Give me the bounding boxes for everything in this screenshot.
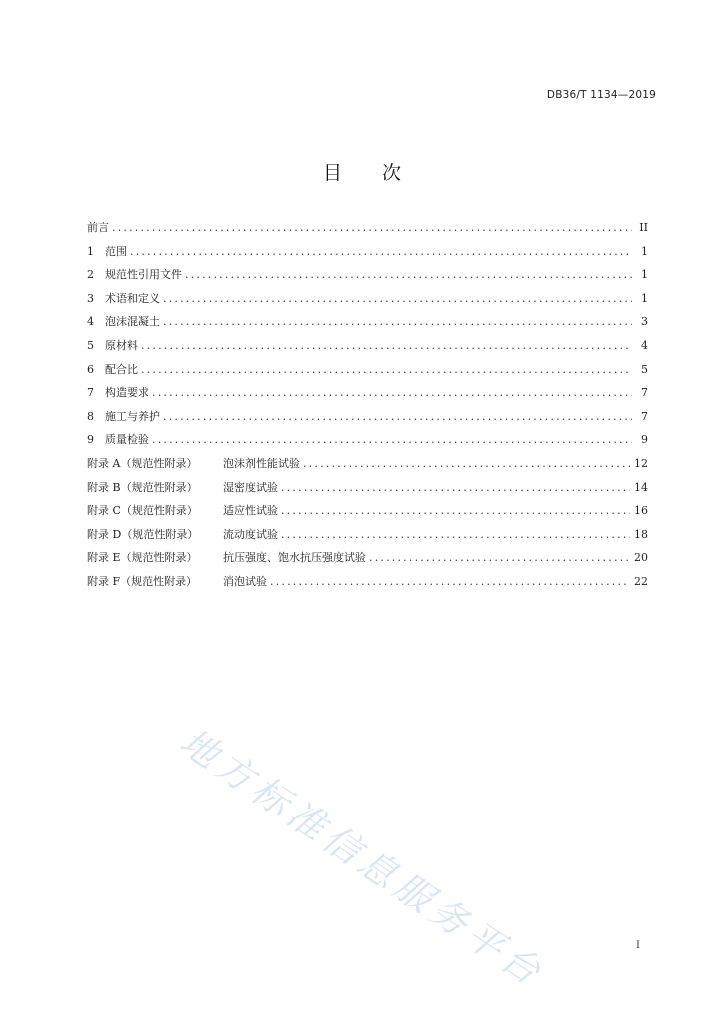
toc-appendix-prefix: 附录 E（规范性附录）	[87, 551, 198, 565]
toc-entry-9[interactable]	[87, 428, 648, 452]
toc-entry-page: 22	[634, 574, 648, 588]
toc-appendix-prefix: 附录 F（规范性附录）	[87, 574, 198, 588]
document-code: DB36/T 1134—2019	[546, 89, 656, 101]
toc-entry-label: 前言	[87, 221, 109, 234]
toc-entry-page: II	[639, 221, 648, 234]
page-title: 目次	[322, 162, 441, 184]
toc-entry-label: 施工与养护	[105, 409, 160, 423]
toc-entry-label: 流动度试验	[223, 527, 278, 541]
toc-leader-dots	[369, 546, 630, 570]
toc-leader-dots	[141, 358, 632, 382]
toc-entry-number: 3	[87, 291, 94, 305]
toc-entry-number: 2	[87, 268, 94, 282]
toc-entry-page: 18	[634, 527, 648, 541]
toc-leader-dots	[152, 428, 632, 452]
toc-entry-page: 16	[634, 504, 648, 518]
toc-entry-page: 14	[634, 480, 648, 494]
toc-entry-2[interactable]	[87, 263, 648, 287]
toc-entry-page: 7	[641, 409, 648, 423]
toc-entry-8[interactable]	[87, 405, 648, 429]
toc-entry-label: 原材料	[105, 338, 138, 352]
toc-entry-number: 4	[87, 315, 94, 329]
toc-entry-label: 消泡试验	[223, 574, 267, 588]
toc-entry-page: 1	[641, 268, 648, 282]
toc-appendix-prefix: 附录 D（规范性附录）	[87, 527, 199, 541]
toc-leader-dots	[303, 452, 630, 476]
toc-entry-page: 3	[641, 315, 648, 329]
toc-entry-page: 12	[634, 456, 648, 470]
toc-entry-label: 抗压强度、饱水抗压强度试验	[223, 551, 366, 565]
toc-leader-dots	[130, 240, 632, 264]
toc-entry-page: 20	[634, 551, 648, 565]
toc-entry-7[interactable]	[87, 381, 648, 405]
toc-entry-label: 范围	[105, 244, 127, 258]
toc-entry-page: 7	[641, 386, 648, 400]
toc-entry-foreword[interactable]	[87, 216, 648, 240]
toc-appendix-prefix: 附录 C（规范性附录）	[87, 504, 198, 518]
toc-entry-appendix-e[interactable]	[87, 546, 648, 570]
toc-entry-label: 配合比	[105, 362, 138, 376]
toc-entry-appendix-f[interactable]	[87, 570, 648, 594]
toc-entry-number: 7	[87, 386, 94, 400]
toc-entry-appendix-d[interactable]	[87, 523, 648, 547]
toc-entry-label: 术语和定义	[105, 291, 160, 305]
toc-entry-number: 1	[87, 244, 94, 258]
toc-entry-label: 湿密度试验	[223, 480, 278, 494]
toc-entry-number: 9	[87, 433, 94, 447]
toc-entry-label: 适应性试验	[223, 504, 278, 518]
toc-entry-page: 9	[641, 433, 648, 447]
toc-entry-appendix-a[interactable]	[87, 452, 648, 476]
toc-leader-dots	[270, 570, 630, 594]
toc-appendix-prefix: 附录 A（规范性附录）	[87, 456, 198, 470]
watermark: 地方标准信息服务平台	[172, 720, 553, 997]
page-number: I	[636, 940, 640, 951]
toc-entry-label: 规范性引用文件	[105, 268, 182, 282]
toc-entry-number: 8	[87, 409, 94, 423]
toc-entry-6[interactable]	[87, 358, 648, 382]
toc-entry-appendix-c[interactable]	[87, 499, 648, 523]
toc-entry-label: 质量检验	[105, 433, 149, 447]
toc-entry-number: 5	[87, 338, 94, 352]
toc-leader-dots	[281, 499, 630, 523]
toc-leader-dots	[112, 216, 632, 240]
table-of-contents	[87, 216, 648, 594]
toc-entry-3[interactable]	[87, 287, 648, 311]
toc-entry-appendix-b[interactable]	[87, 476, 648, 500]
toc-leader-dots	[163, 287, 632, 311]
toc-leader-dots	[281, 523, 630, 547]
toc-entry-page: 5	[641, 362, 648, 376]
toc-entry-label: 构造要求	[105, 386, 149, 400]
toc-entry-page: 4	[641, 338, 648, 352]
toc-leader-dots	[152, 381, 632, 405]
toc-leader-dots	[163, 310, 632, 334]
toc-appendix-prefix: 附录 B（规范性附录）	[87, 480, 198, 494]
toc-entry-page: 1	[641, 291, 648, 305]
toc-entry-1[interactable]	[87, 240, 648, 264]
toc-entry-number: 6	[87, 362, 94, 376]
toc-entry-4[interactable]	[87, 310, 648, 334]
toc-entry-label: 泡沫剂性能试验	[223, 456, 300, 470]
toc-leader-dots	[163, 405, 632, 429]
toc-entry-5[interactable]	[87, 334, 648, 358]
toc-leader-dots	[141, 334, 632, 358]
toc-leader-dots	[281, 476, 630, 500]
toc-leader-dots	[185, 263, 632, 287]
toc-entry-label: 泡沫混凝土	[105, 315, 160, 329]
toc-entry-page: 1	[641, 244, 648, 258]
